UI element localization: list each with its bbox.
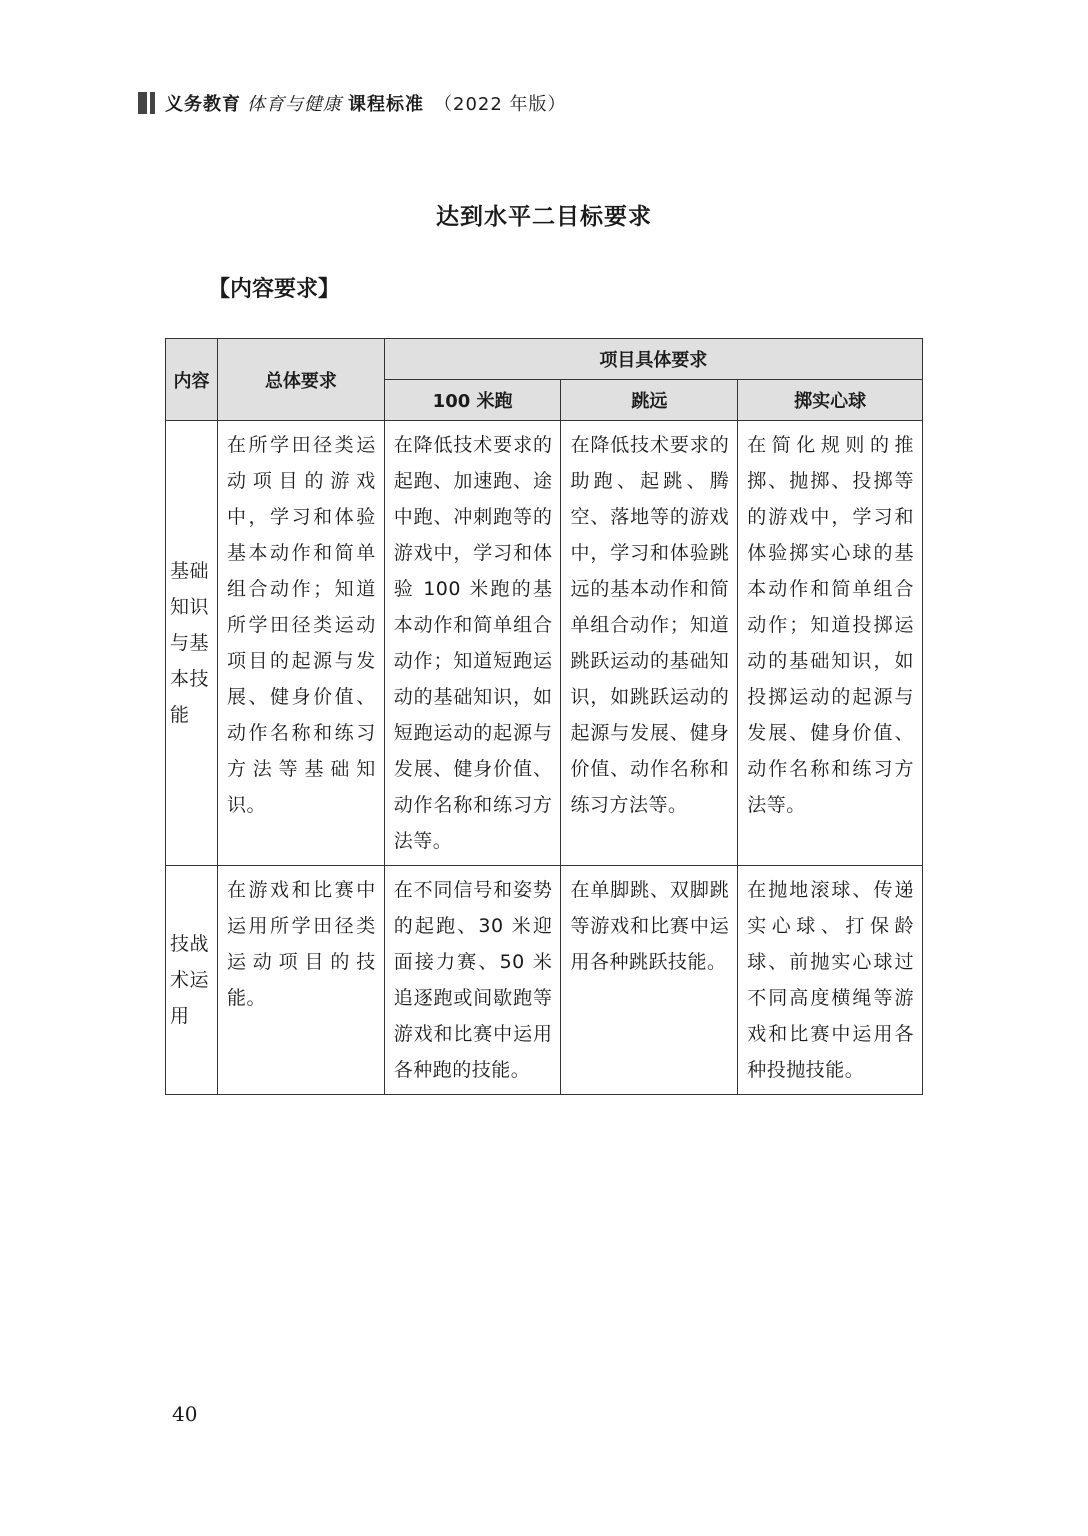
cell-100m: 在降低技术要求的起跑、加速跑、途中跑、冲刺跑等的游戏中，学习和体验 100 米跑的基本动作和简单组合动作；知道短跑运动的基础知识，如短跑运动的起源与发展、健身价值、动作名称和练习方法等。 bbox=[384, 421, 561, 866]
requirements-table bbox=[165, 338, 923, 1095]
table-header-row-1 bbox=[166, 339, 923, 380]
cell-overall: 在所学田径类运动项目的游戏中，学习和体验基本动作和简单组合动作；知道所学田径类运动项目的起源与发展、健身价值、动作名称和练习方法等基础知识。 bbox=[217, 421, 384, 866]
header-part-3: 课程标准 bbox=[348, 94, 424, 115]
header-overall: 总体要求 bbox=[217, 339, 384, 421]
cell-shot: 在抛地滚球、传递实心球、打保龄球、前抛实心球过不同高度横绳等游戏和比赛中运用各种投抛技能。 bbox=[738, 866, 923, 1095]
header-long-jump: 跳远 bbox=[561, 380, 738, 421]
page-number: 40 bbox=[172, 1402, 198, 1426]
table-row bbox=[166, 866, 923, 1095]
header-bars-icon bbox=[138, 92, 155, 114]
running-header bbox=[138, 90, 567, 116]
subsection-title: 【内容要求】 bbox=[208, 277, 341, 302]
row-label-tactics: 技战术运用 bbox=[166, 866, 218, 1095]
header-part-2: 体育与健康 bbox=[247, 94, 342, 115]
header-100m: 100 米跑 bbox=[384, 380, 561, 421]
cell-shot: 在简化规则的推掷、抛掷、投掷等的游戏中，学习和体验掷实心球的基本动作和简单组合动作；知道投掷运动的基础知识，如投掷运动的起源与发展、健身价值、动作名称和练习方法等。 bbox=[738, 421, 923, 866]
header-part-1: 义务教育 bbox=[165, 94, 241, 115]
row-label-basic: 基础知识与基本技能 bbox=[166, 421, 218, 866]
header-edition: （2022 年版） bbox=[434, 94, 567, 115]
cell-long-jump: 在单脚跳、双脚跳等游戏和比赛中运用各种跳跃技能。 bbox=[561, 866, 738, 1095]
cell-100m: 在不同信号和姿势的起跑、30 米迎面接力赛、50 米追逐跑或间歇跑等游戏和比赛中运用各种跑的技能。 bbox=[384, 866, 561, 1095]
cell-long-jump: 在降低技术要求的助跑、起跳、腾空、落地等的游戏中，学习和体验跳远的基本动作和简单组合动作；知道跳跃运动的基础知识，如跳跃运动的起源与发展、健身价值、动作名称和练习方法等。 bbox=[561, 421, 738, 866]
header-content: 内容 bbox=[166, 339, 218, 421]
header-specific: 项目具体要求 bbox=[384, 339, 922, 380]
header-text bbox=[165, 90, 567, 116]
table-row bbox=[166, 421, 923, 866]
cell-overall: 在游戏和比赛中运用所学田径类运动项目的技能。 bbox=[217, 866, 384, 1095]
section-title: 达到水平二目标要求 bbox=[436, 204, 652, 230]
header-shot: 掷实心球 bbox=[738, 380, 923, 421]
